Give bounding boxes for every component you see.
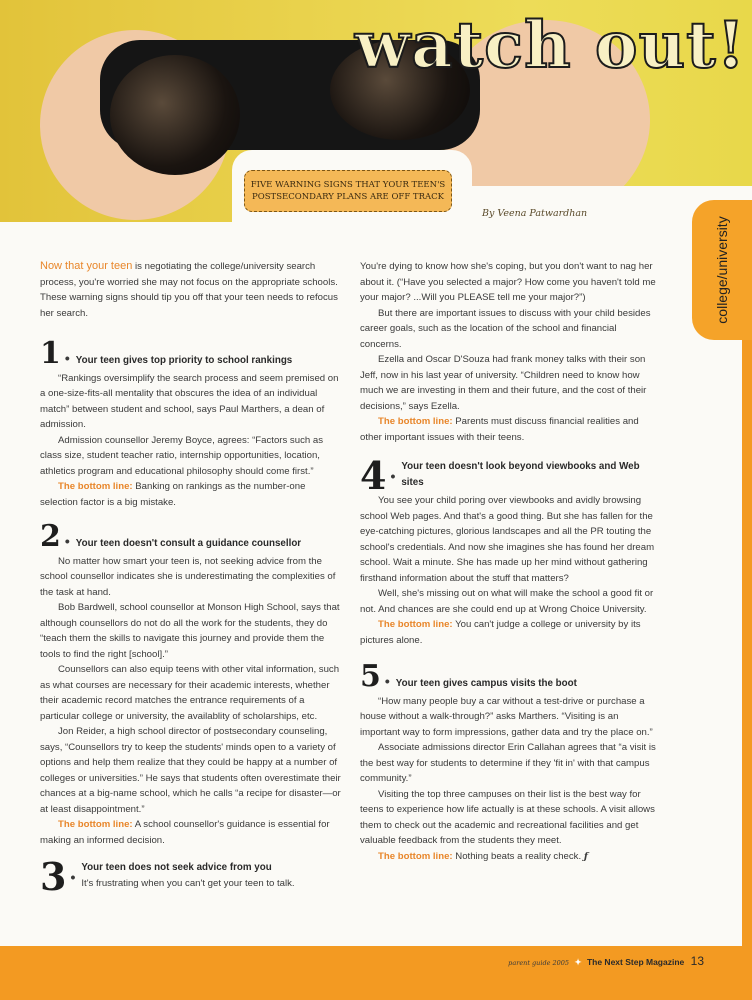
column-1	[40, 259, 342, 899]
bullet-dot: •	[384, 673, 390, 689]
section-title: Your teen does not seek advice from you	[81, 862, 272, 873]
byline: By Veena Patwardhan	[482, 208, 588, 219]
column-2	[360, 259, 660, 864]
paragraph: No matter how smart your teen is, not seeking advice from the school counsellor indicates she is underestimating the complexities of the task at hand.	[40, 555, 336, 598]
page-number: 13	[690, 954, 704, 968]
left-lens-shape	[110, 55, 240, 175]
page-footer	[0, 946, 752, 1000]
bottom-line-label: The bottom line:	[378, 619, 453, 630]
section-title: Your teen doesn't look beyond viewbooks and Web sites	[401, 461, 640, 488]
section-4-heading	[360, 453, 660, 498]
section-title: Your teen doesn't consult a guidance counsellor	[75, 538, 302, 549]
bottom-line-text: Nothing beats a reality check.	[452, 850, 582, 862]
bottom-line-text: Banking on rankings as the number-one selection factor is a big mistake.	[40, 481, 306, 508]
paragraph: Visiting the top three campuses on their list is the best way for teens to experience how life actually is at these schools. A visit allows them to check out the academic and recreational facilities and get valuable feedback from the students they meet.	[360, 788, 655, 846]
footer-magazine: The Next Step Magazine	[586, 957, 685, 967]
paragraph: “Rankings oversimplify the search process and seem premised on a one-size-fits-all mentality that obscures the idea of an individual match” between student and school, says Paul Marthers, a dean of admission.	[40, 372, 339, 430]
intro-lead: Now that your teen	[40, 260, 133, 272]
paragraph: Well, she's missing out on what will make the school a good fit or not. And chances are she could end up at Wrong Choice University.	[360, 588, 654, 615]
bottom-line	[360, 414, 660, 445]
bottom-line	[40, 817, 342, 848]
bottom-line-label: The bottom line:	[58, 819, 133, 830]
paragraph: But there are important issues to discuss with your child besides career goals, such as the location of the school and financial concerns.	[360, 307, 651, 350]
bottom-line	[360, 617, 660, 648]
bottom-line-text: A school counsellor's guidance is essential for making an informed decision.	[40, 819, 330, 846]
bullet-dot: •	[64, 533, 70, 549]
paragraph: Jon Reider, a high school director of postsecondary counseling, says, “Counsellors try to keep the students' minds open to a variety of options and help them realize that they could be happy at a number of colleges or universities.” He says that students often overestimate their chances at a big-name school, which he calls “a recipe for disaster—or at least disappointment.”	[40, 726, 341, 815]
paragraph: “How many people buy a car without a test-drive or purchase a house without a walk-through?” asks Marthers. “Visiting is an important way to form impressions, gather data and try the place on.”	[360, 695, 653, 738]
intro-text: is negotiating the college/university search process, you're worried she may not focus on the appropriate schools. These warning signs should tip you off that your teen needs to refocus her search.	[40, 261, 338, 319]
paragraph: Counsellors can also equip teens with other vital information, such as what courses are necessary for their academic interests, whether their academic record matches the entrance requirements of a particular college or university, the availablity of scholarships, etc.	[40, 664, 340, 722]
section-number: 5	[360, 659, 381, 694]
bottom-line	[360, 849, 660, 865]
section-number: 4	[360, 453, 387, 498]
paragraph: Associate admissions director Erin Callahan agrees that “a visit is the best way for students to determine if they 'fit in' with that campus community.”	[360, 742, 656, 784]
section-title: Your teen gives top priority to school rankings	[75, 355, 293, 366]
bottom-line	[40, 479, 342, 510]
paragraph: It's frustrating when you can't get your teen to talk.	[81, 877, 295, 889]
paragraph: Bob Bardwell, school counsellor at Monson High School, says that although counsellors do not do all the work for the students, they do “teach them the skills to navigate this journey and provide them the tools to find the right [school].”	[40, 602, 340, 660]
bottom-line-label: The bottom line:	[378, 850, 453, 862]
footer-text	[508, 954, 704, 968]
section-1-heading	[40, 336, 342, 371]
section-side-tab	[692, 200, 752, 340]
page-title: watch out!	[355, 8, 746, 83]
section-number: 3	[40, 854, 67, 899]
paragraph: You're dying to know how she's coping, but you don't want to nag her about it. (“Have you selected a major? How come you haven't told me your major? ...Will you PLEASE tell me your major?”)	[360, 261, 656, 303]
section-2-heading	[40, 519, 342, 554]
bullet-dot: •	[64, 350, 70, 366]
section-number: 2	[40, 519, 61, 554]
bottom-line-text: You can't judge a college or university by its pictures alone.	[360, 619, 641, 646]
hero-cutout-left	[0, 222, 240, 252]
end-mark-icon: ƒ	[583, 850, 588, 862]
bullet-dot: •	[70, 869, 76, 885]
intro-paragraph	[40, 259, 342, 321]
bullet-dot: •	[390, 468, 396, 484]
footer-divider-icon: ✦	[574, 957, 582, 967]
section-title: Your teen gives campus visits the boot	[395, 678, 577, 689]
section-number: 1	[40, 336, 61, 371]
bottom-line-text: Parents must discuss financial realities and other important issues with their teens.	[360, 416, 639, 443]
bottom-line-label: The bottom line:	[378, 416, 453, 427]
paragraph: Admission counsellor Jeremy Boyce, agrees: “Factors such as class size, student teacher ratio, internship opportunities, location, athletics program and educational philosophy should come first.”	[40, 434, 323, 477]
subtitle-box: FIVE WARNING SIGNS THAT YOUR TEEN'S POSTSECONDARY PLANS ARE OFF TRACK	[244, 170, 452, 212]
section-3-heading	[40, 854, 342, 899]
paragraph: You see your child poring over viewbooks and avidly browsing school Web pages. And that's a good thing. But she has fallen for the eye-catching pictures, glorious landscapes and all the PR touting the school's credentials. And now she imagines she has found her dream school. Wait a minute. She has made up her mind without gathering firsthand information about the stuff that matters?	[360, 495, 655, 584]
footer-guide: parent guide 2005	[508, 959, 570, 967]
orange-edge-strip	[742, 340, 752, 1000]
paragraph: Ezella and Oscar D'Souza had frank money talks with their son Jeff, now in his last year of university. “Children need to know how much we are investing in them and their future, and the cost of their decisions,” says Ezella.	[360, 354, 647, 412]
side-tab-label: college/university	[714, 216, 730, 324]
section-5-heading	[360, 659, 660, 694]
bottom-line-label: The bottom line:	[58, 481, 133, 492]
